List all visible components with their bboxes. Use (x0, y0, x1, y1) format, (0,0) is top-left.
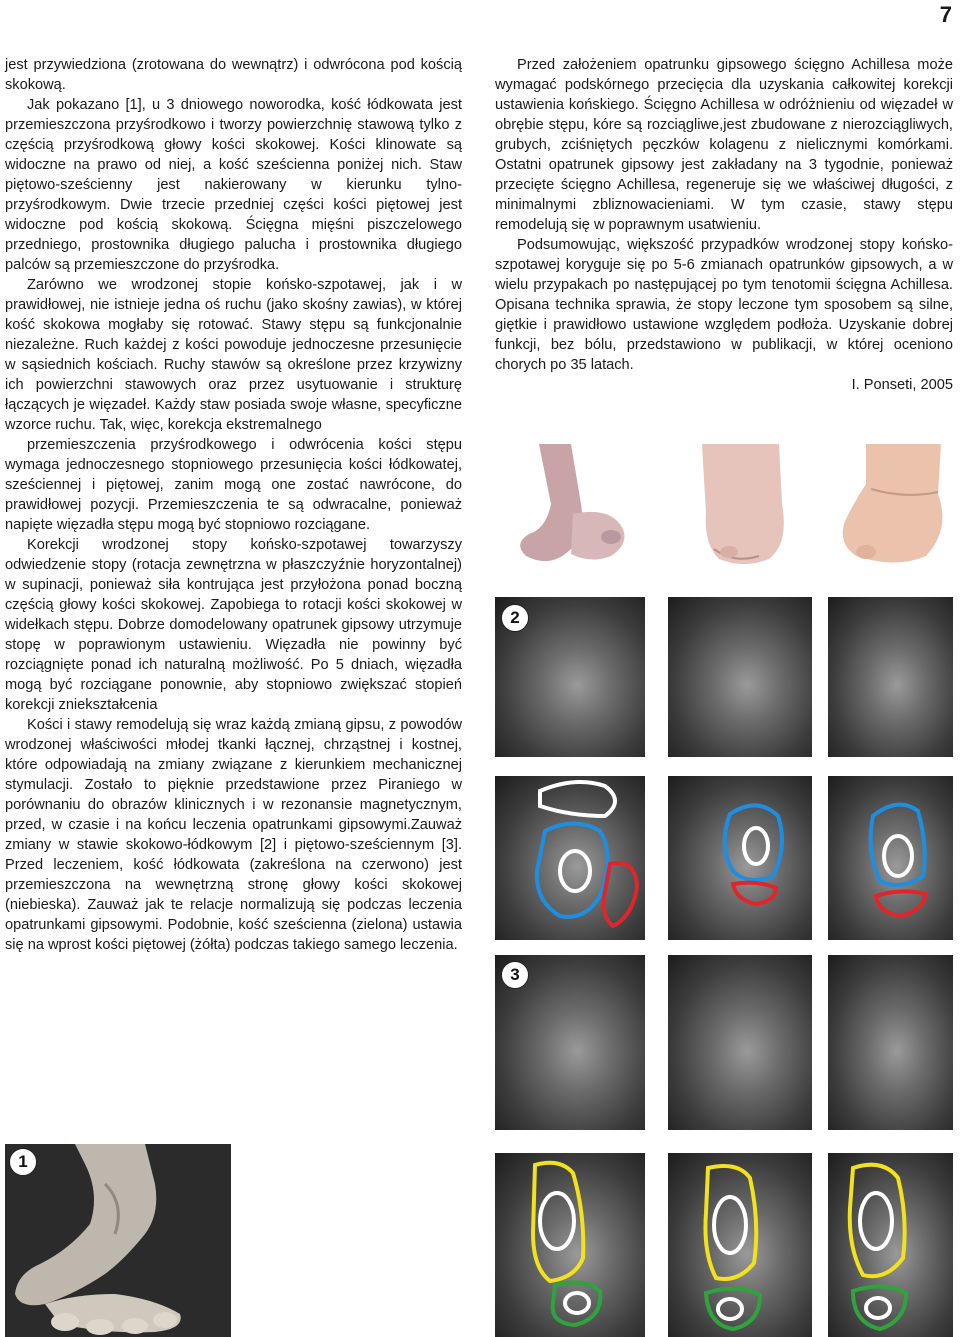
signature: I. Ponseti, 2005 (851, 377, 953, 393)
mri-talonavicular-annotated-after (828, 776, 953, 940)
left-column (5, 55, 462, 955)
clinical-photo-before (511, 444, 644, 569)
figure-1-photo (5, 1144, 231, 1337)
mri-calcaneocuboid-annotated-after (828, 1153, 953, 1337)
mri-calcaneocuboid-annotated-during (668, 1153, 812, 1337)
paragraph: Jak pokazano [1], u 3 dniowego noworodka, kość łódkowata jest przemieszczona przyśrodkowo i tworzy powierzchnię stawową tylko z częścią przyśrodkową głowy kości skokowej. Kości klinowate są widoczne na prawo od niej, a kość sześcienna poniżej nich. Staw piętowo-sześcienny jest nakierowany w kierunku tylno-przyśrodkowym. Dwie trzecie przedniej części kości piętowej jest widoczne pod kością skokową. Ścięgna mięśni piszczelowego przedniego, prostownika długiego palucha i prostownika długiego palców są przemieszczone do przyśrodka. (5, 97, 462, 273)
right-column (495, 55, 953, 395)
mri-calcaneocuboid-during (668, 955, 812, 1130)
clinical-photo-during (684, 444, 810, 569)
right-column-paragraphs (495, 55, 953, 375)
paragraph: Podsumowując, większość przypadków wrodzonej stopy końsko-szpotawej koryguje się po 5-6 zmianach opatrunków gipsowych, a w wielu przypakach po następującej po tym tenotomii ścięgna Achillesa. Opisana technika sprawia, że stopy leczone tym sposobem są silne, giętkie i prawidłowo ustawione względem podłoża. Uzyskanie dobrej funkcji, bez bólu, przedstawiono w publikacji, w której oceniono chorych po 35 latach. (495, 237, 953, 373)
page-number: 7 (939, 2, 952, 27)
paragraph: przemieszczenia przyśrodkowego i odwrócenia kości stępu wymaga jednoczesnego stopniowego przesunięcia kości łódkowatej, sześciennej i piętowej, zanim mogą one zostać nawrócone, do prawidłowej pozycji. Przemieszczenia te są odwracalne, ponieważ napięte więzadła stępu mogą być stopniowo rozciągane. (5, 437, 462, 533)
mri-talonavicular-during (668, 597, 812, 757)
paragraph: Przed założeniem opatrunku gipsowego ścięgno Achillesa może wymagać podskórnego przecięcia dla uzyskania całkowitej korekcji ustawienia końskiego. Ścięgno Achillesa w odróżnieniu od więzadeł w obrębie stępu, kóre są rozciągliwe,jest zbudowane z nierozciągliwych, grubych, zciśniętych pęczków kolagenu z nielicznymi komórkami. Ostatni opatrunek gipsowy jest zakładany na 3 tygodnie, ponieważ przecięte ścięgno Achillesa, regeneruje się we właściwej długości, z minimalnymi zbliznowacieniami. W tym czasie, stawy stępu remodelują się w poprawnym usatwieniu. (495, 57, 953, 233)
paragraph: jest przywiedziona (zrotowana do wewnątrz) i odwrócona pod kością skokową. (5, 57, 462, 93)
clinical-photo-after (826, 444, 953, 569)
figure-1-label: 1 (9, 1148, 37, 1176)
figure-2-label: 2 (501, 604, 529, 632)
mri-talonavicular-after (828, 597, 953, 757)
mri-calcaneocuboid-annotated-before (495, 1153, 645, 1337)
paragraph: Zarówno we wrodzonej stopie końsko-szpotawej, jak i w prawidłowej, nie istnieje jedna oś ruchu (jako skośny zawias), w której kość skokowa mogłaby się rotować. Stawy stępu są funkcjonalnie niezależne. Ruch każdej z kości powoduje jednoczesne przesunięcie w sąsiednich kościach. Ruchy stawów są określone przez krzywizny ich powierzchni stawowych oraz przez usytuowanie i strukturę łączących je więzadeł. Każdy staw posiada swoje własne, specyficzne wzorce ruchu. Tak, więc, korekcja ekstremalnego (5, 277, 462, 433)
figure-3-label: 3 (501, 961, 529, 989)
paragraph: Korekcji wrodzonej stopy końsko-szpotawej towarzyszy odwiedzenie stopy (rotacja zewnętrzna w płaszczyźnie horyzontalnej) w supinacji, ponieważ siła kontrująca jest przyłożona ponad boczną częścią głowy kości skokowej. Zapobiega to rotacji kości skokowej w widełkach stępu. Dobrze domodelowany opatrunek gipsowy utrzymuje stopę w poprawionym ustawieniu. Więzadła nie powinny być rozciągnięte ponad ich naturalną możliwość. Po 5 dniach, więzadła mogą być rozciągane ponownie, aby stopniowo zwiększać stopień korekcji zniekształcenia (5, 537, 462, 713)
paragraph: Kości i stawy remodelują się wraz każdą zmianą gipsu, z powodów wrodzonej właściwości młodej tkanki łącznej, chrząstnej i kostnej, które odpowiadają na zmiany związane z kierunkiem mechanicznej stymulacji. Zostało to pięknie przedstawione przez Piraniego w porównaniu do obrazów klinicznych i w rezonansie magnetycznym, przed, w czasie i na końcu leczenia opatrunkami gipsowymi.Zauważ zmiany w stawie skokowo-łódkowym [2] i piętowo-sześciennym [3]. Przed leczeniem, kość łódkowata (zakreślona na czerwono) jest przemieszczona na wewnętrzną stronę głowy kości skokowej (niebieska). Zauważ jak te relacje normalizują się podczas leczenia opatrunkami gipsowymi. Podobnie, kość sześcienna (zielona) ustawia się na wprost kości piętowej (żółta) podczas takiego samego leczenia. (5, 717, 462, 953)
mri-talonavicular-annotated-before (495, 776, 645, 940)
mri-calcaneocuboid-after (828, 955, 953, 1130)
mri-talonavicular-annotated-during (668, 776, 812, 940)
